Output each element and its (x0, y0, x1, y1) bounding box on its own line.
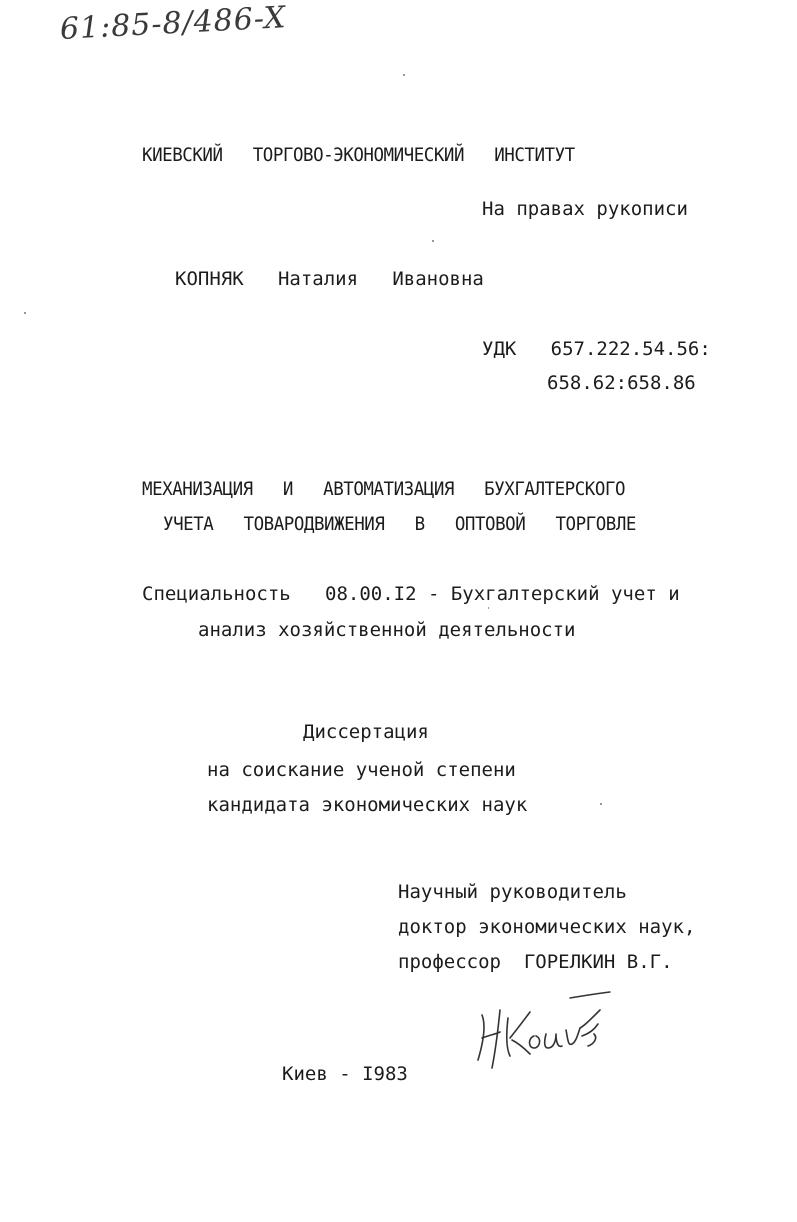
dissertation-label: Диссертация (303, 721, 429, 743)
scan-speck (488, 607, 489, 609)
author-name: КОПНЯК Наталия Ивановна (175, 268, 484, 290)
specialty-line2: анализ хозяйственной деятельности (198, 619, 576, 641)
specialty-line1: Специальность 08.00.I2 - Бухгалтерский учет и (142, 583, 680, 605)
supervisor-name: профессор ГОРЕЛКИН В.Г. (398, 951, 673, 973)
dissertation-title-line2: УЧЕТА ТОВАРОДВИЖЕНИЯ В ОПТОВОЙ ТОРГОВЛЕ (163, 513, 637, 535)
degree-purpose: на соискание ученой степени (207, 759, 516, 781)
supervisor-degree: доктор экономических наук, (398, 916, 696, 938)
scan-speck (24, 312, 26, 314)
scan-speck (600, 803, 602, 805)
supervisor-label: Научный руководитель (398, 881, 627, 903)
archive-code-handwritten: 61:85-8/486-X (59, 0, 288, 47)
author-signature (470, 990, 620, 1075)
manuscript-rights-note: На правах рукописи (482, 198, 688, 220)
degree-name: кандидата экономических наук (207, 794, 528, 816)
udc-code-line2: 658.62:658.86 (547, 372, 696, 394)
dissertation-title-line1: МЕХАНИЗАЦИЯ И АВТОМАТИЗАЦИЯ БУХГАЛТЕРСКОГО (142, 478, 626, 500)
institute-name: КИЕВСКИЙ ТОРГОВО-ЭКОНОМИЧЕСКИЙ ИНСТИТУТ (142, 144, 575, 166)
scan-speck (432, 240, 434, 242)
scan-speck (403, 74, 405, 76)
place-and-year: Киев - I983 (282, 1063, 408, 1085)
udc-code-line1: УДК 657.222.54.56: (482, 338, 711, 360)
